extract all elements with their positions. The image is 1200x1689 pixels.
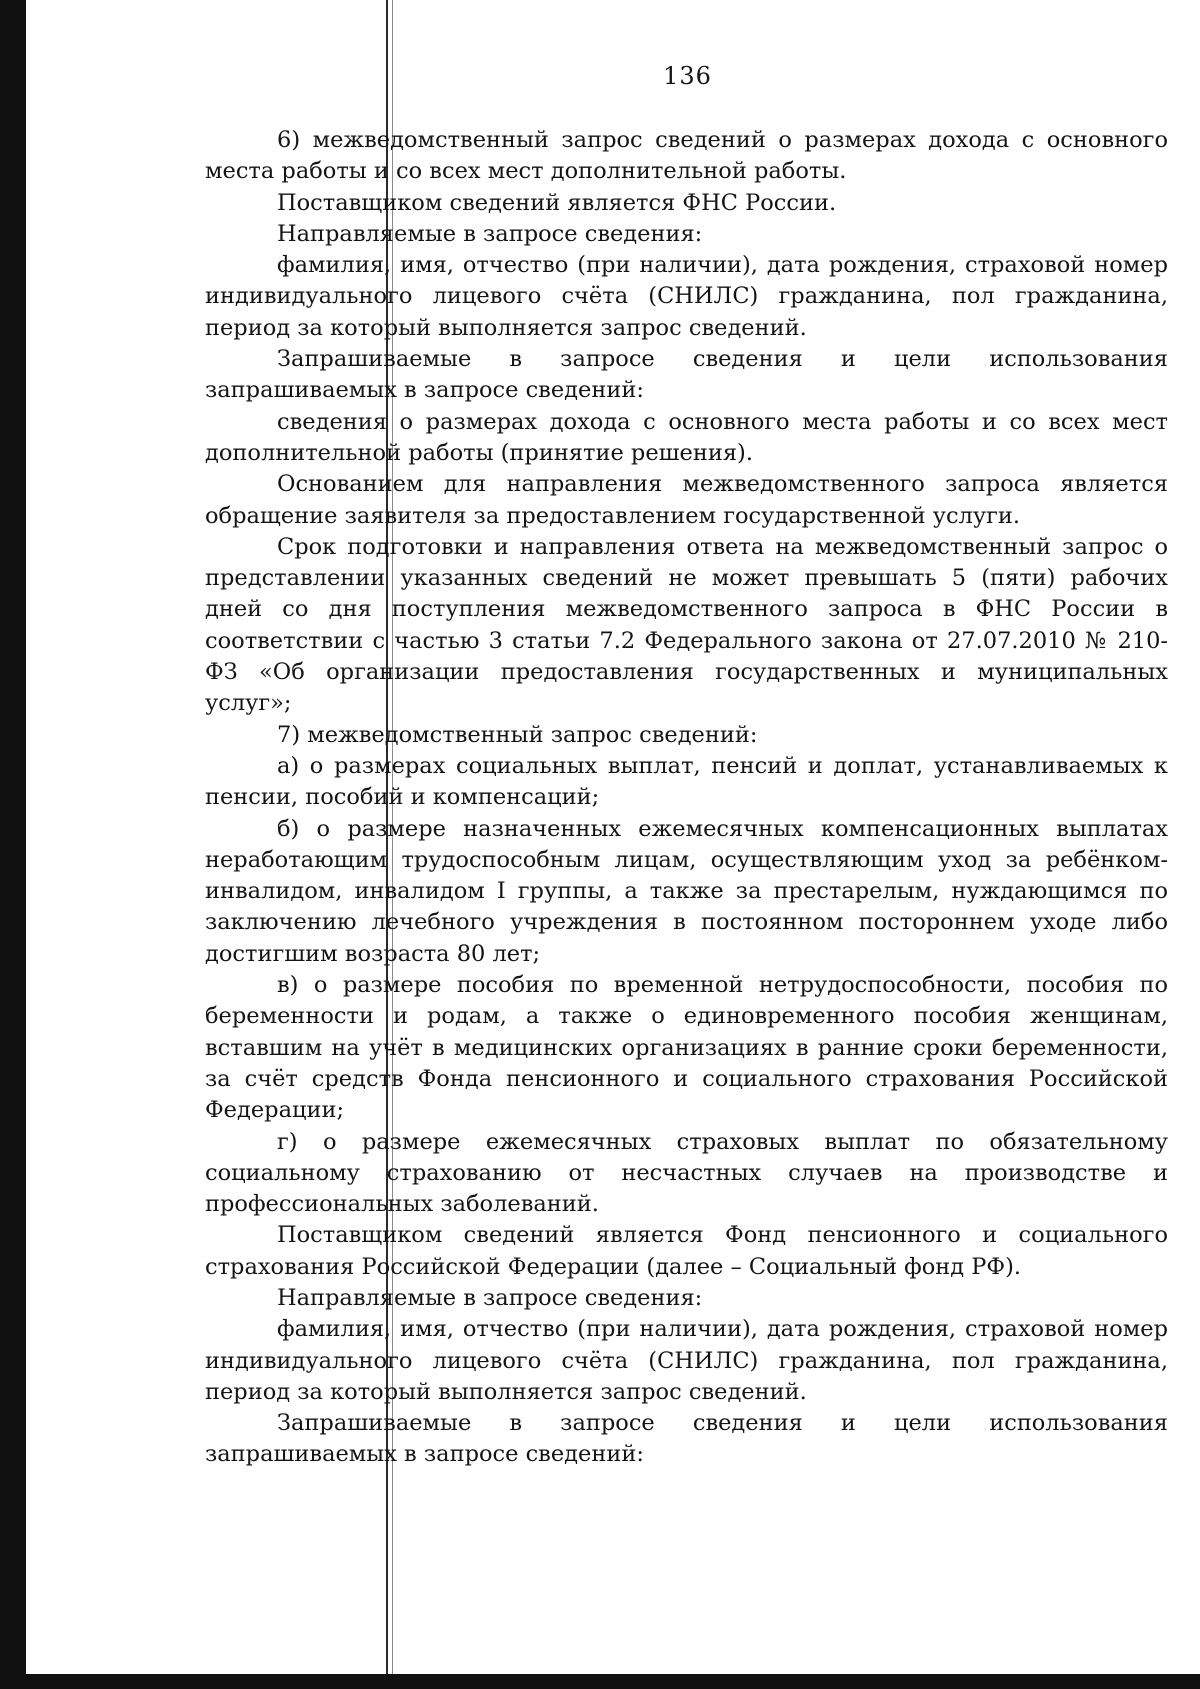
scan-bottom-border: [26, 1674, 1200, 1689]
paragraph-requested-data-heading-2: Запрашиваемые в запросе сведения и цели использования запрашиваемых в запросе сведений:: [205, 1410, 1168, 1468]
paragraph-7-intro: 7) межведомственный запрос сведений:: [277, 721, 758, 748]
paragraph-6-intro: 6) межведомственный запрос сведений о размерах дохода с основного места работы и со всех мест дополнительной работы.: [205, 127, 1168, 185]
paragraph-sent-data-heading: Направляемые в запросе сведения:: [277, 220, 703, 247]
paragraph-supplier-fns: Поставщиком сведений является ФНС России.: [277, 189, 837, 216]
page-number: 136: [663, 62, 712, 90]
paragraph-deadline: Срок подготовки и направления ответа на межведомственный запрос о представлении указанных сведений не может превышать 5 (пяти) рабочих дней со дня поступления межведомственного запроса в ФНС России в соответствии с частью 3 статьи 7.2 Федерального закона от 27.07.2010 № 210-ФЗ «Об организации предоставления государственных и муниципальных услуг»;: [205, 533, 1168, 717]
scan-left-border: [0, 0, 26, 1689]
paragraph-sent-data-fields-2: фамилия, имя, отчество (при наличии), дата рождения, страховой номер индивидуального лицевого счёта (СНИЛС) гражданина, пол гражданина, период за который выполняется запрос сведений.: [205, 1316, 1168, 1405]
paragraph-7b: б) о размере назначенных ежемесячных компенсационных выплатах неработающим трудоспособным лицам, осуществляющим уход за ребёнком-инвалидом, инвалидом I группы, а также за престарелым, нуждающимся по заключению лечебного учреждения в постоянном постороннем уходе либо достигшим возраста 80 лет;: [205, 815, 1168, 967]
paragraph-7g: г) о размере ежемесячных страховых выплат по обязательному социальному страхованию от несчастных случаев на производстве и профессиональных заболеваний.: [205, 1128, 1168, 1218]
paragraph-requested-data-income: сведения о размерах дохода с основного места работы и со всех мест дополнительной работы (принятие решения).: [205, 408, 1168, 466]
paragraph-requested-data-heading: Запрашиваемые в запросе сведения и цели использования запрашиваемых в запросе сведений:: [205, 346, 1168, 404]
paragraph-sent-data-fields: фамилия, имя, отчество (при наличии), дата рождения, страховой номер индивидуального лицевого счёта (СНИЛС) гражданина, пол гражданина, период за который выполняется запрос сведений.: [205, 252, 1168, 341]
paragraph-supplier-sfr: Поставщиком сведений является Фонд пенсионного и социального страхования Российской Федерации (далее – Социальный фонд РФ).: [205, 1222, 1168, 1280]
paragraph-sent-data-heading-2: Направляемые в запросе сведения:: [277, 1284, 703, 1311]
paragraph-7a: а) о размерах социальных выплат, пенсий и доплат, устанавливаемых к пенсии, пособий и компенсаций;: [205, 752, 1168, 811]
paragraph-7v: в) о размере пособия по временной нетрудоспособности, пособия по беременности и родам, а также о единовременного пособия женщинам, вставшим на учёт в медицинских организациях в ранние сроки беременности, за счёт средств Фонда пенсионного и социального страхования Российской Федерации;: [205, 972, 1168, 1124]
document-body: [205, 125, 1168, 1471]
paragraph-basis: Основанием для направления межведомственного запроса является обращение заявителя за предоставлением государственной услуги.: [205, 471, 1168, 529]
